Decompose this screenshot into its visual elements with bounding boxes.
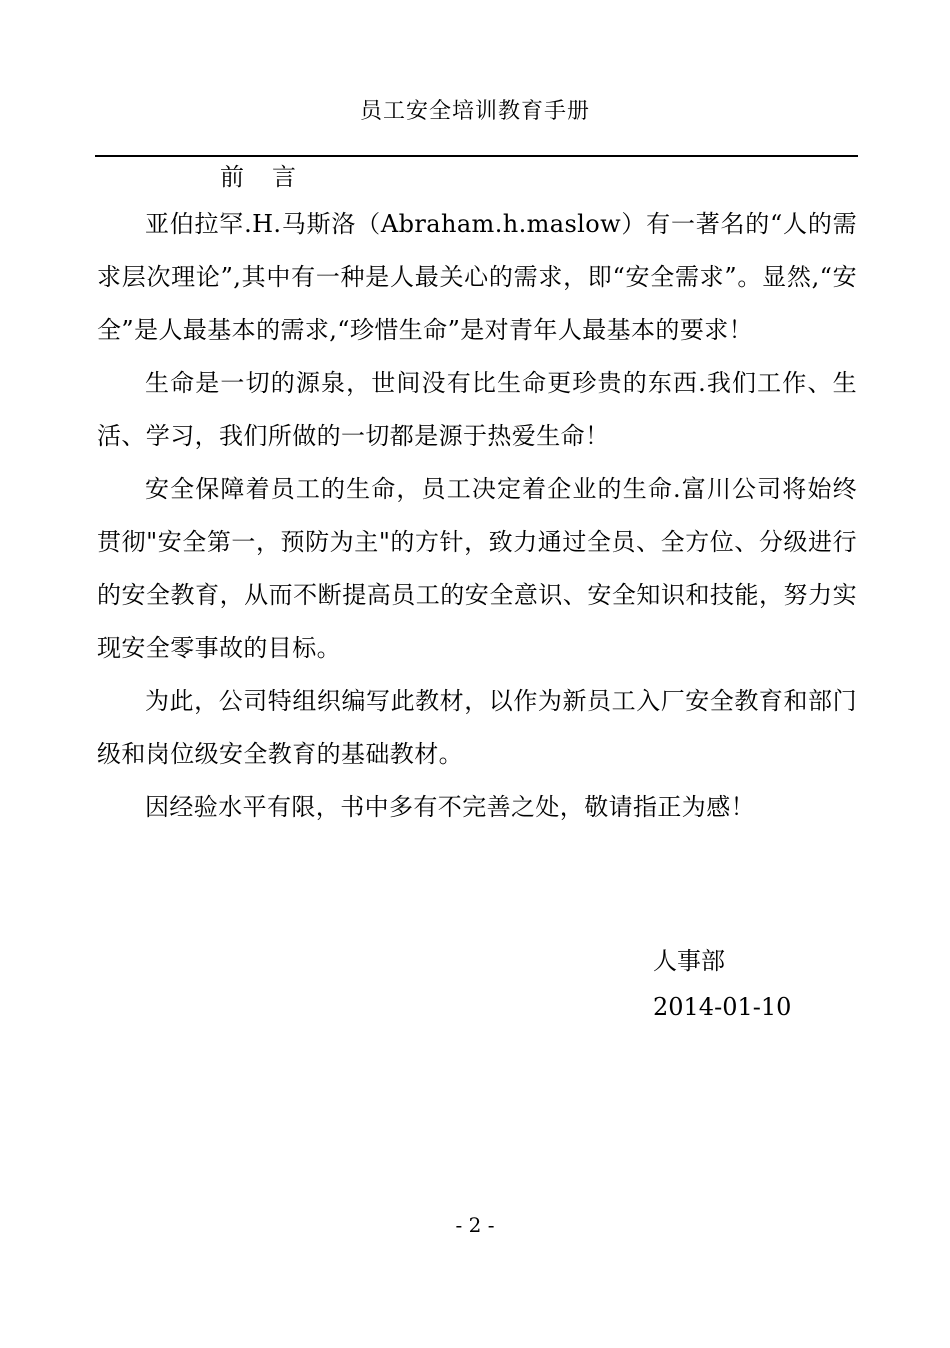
paragraph: 亚伯拉罕.H.马斯洛（Abraham.h.maslow）有一著名的“人的需求层次理论”,其中有一种是人最关心的需求，即“安全需求”。显然,“安全”是人最基本的需求,“珍惜生命”是对青年人最基本的要求！: [97, 210, 857, 344]
paragraph: 生命是一切的源泉，世间没有比生命更珍贵的东西.我们工作、生活、学习，我们所做的一切都是源于热爱生命！: [97, 369, 857, 450]
paragraph: 为此，公司特组织编写此教材，以作为新员工入厂安全教育和部门级和岗位级安全教育的基础教材。: [97, 687, 857, 768]
paragraph: 因经验水平有限，书中多有不完善之处，敬请指正为感！: [145, 793, 755, 821]
page-header-title: 员工安全培训教育手册: [359, 99, 590, 124]
header-divider: [95, 155, 858, 157]
paragraph: 安全保障着员工的生命，员工决定着企业的生命.富川公司将始终贯彻"安全第一，预防为主"的方针，致力通过全员、全方位、分级进行的安全教育，从而不断提高员工的安全意识、安全知识和技能，努力实现安全零事故的目标。: [97, 475, 857, 662]
page-number: - 2 -: [455, 1213, 495, 1237]
section-title: 前 言: [220, 163, 298, 191]
signature-date: 2014-01-10: [653, 993, 792, 1021]
signature-block: [653, 938, 791, 1030]
signature-department: 人事部: [653, 947, 725, 975]
body-text: [97, 198, 857, 834]
